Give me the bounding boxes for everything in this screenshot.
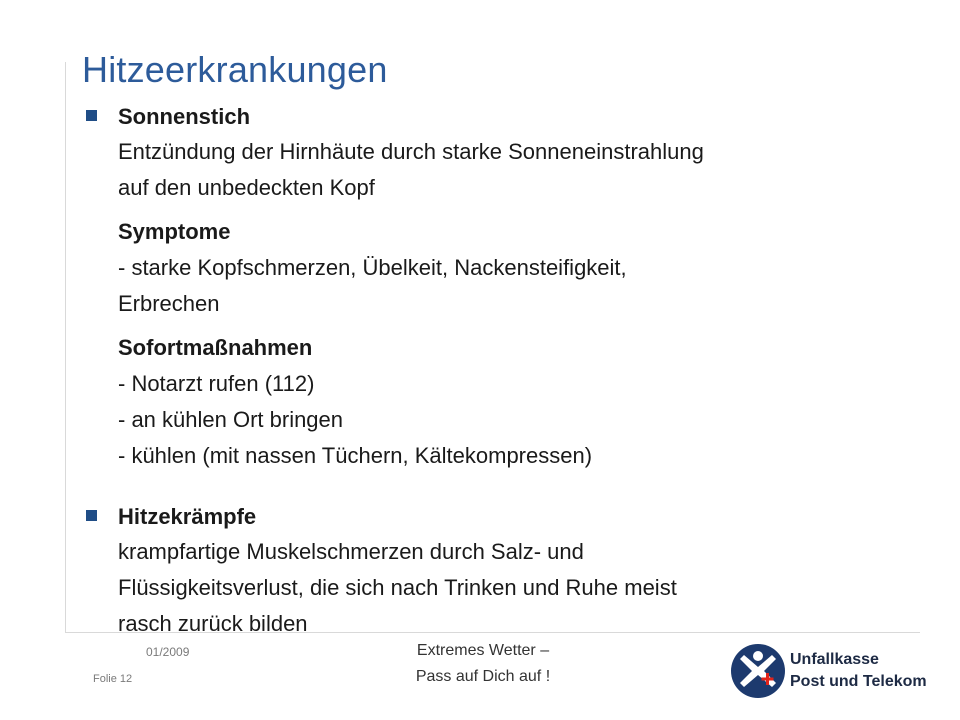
item-description-line: rasch zurück bilden bbox=[118, 611, 308, 636]
list-item-sonnenstich bbox=[83, 100, 883, 474]
footer-title-line: Pass auf Dich auf ! bbox=[415, 668, 551, 685]
company-logo bbox=[728, 637, 927, 709]
footer-slide-number: Folie 12 bbox=[93, 673, 133, 685]
measures-line: - kühlen (mit nassen Tüchern, Kältekompressen) bbox=[118, 443, 593, 468]
symptoms-line: Erbrechen bbox=[118, 291, 220, 316]
square-bullet-icon bbox=[86, 510, 97, 521]
logo-text bbox=[790, 649, 927, 693]
symptoms-line: - starke Kopfschmerzen, Übelkeit, Nackensteifigkeit, bbox=[118, 255, 627, 280]
measures-heading: Sofortmaßnahmen bbox=[118, 335, 313, 360]
list-item-hitzekraempfe bbox=[83, 500, 883, 642]
footer-title-line: Extremes Wetter – bbox=[416, 642, 550, 659]
measures-line: - an kühlen Ort bringen bbox=[118, 407, 344, 432]
unfallkasse-logo-icon bbox=[730, 643, 786, 699]
slide-title: Hitzeerkrankungen bbox=[82, 49, 388, 90]
item-description-line: Entzündung der Hirnhäute durch starke Sonneneinstrahlung bbox=[118, 139, 704, 164]
item-description-line: auf den unbedeckten Kopf bbox=[118, 175, 375, 200]
item-description-line: Flüssigkeitsverlust, die sich nach Trinken und Ruhe meist bbox=[118, 575, 677, 600]
item-description-line: krampfartige Muskelschmerzen durch Salz- und bbox=[118, 539, 584, 564]
logo-line: Post und Telekom bbox=[790, 673, 927, 690]
vertical-rule bbox=[65, 62, 66, 632]
square-bullet-icon bbox=[86, 110, 97, 121]
slide-content bbox=[83, 100, 883, 642]
item-heading: Sonnenstich bbox=[118, 104, 251, 129]
measures-line: - Notarzt rufen (112) bbox=[118, 371, 315, 396]
item-heading: Hitzekrämpfe bbox=[118, 504, 257, 529]
logo-line: Unfallkasse bbox=[790, 651, 879, 668]
symptoms-heading: Symptome bbox=[118, 219, 231, 244]
footer-title bbox=[393, 638, 573, 690]
footer-date: 01/2009 bbox=[146, 645, 190, 659]
